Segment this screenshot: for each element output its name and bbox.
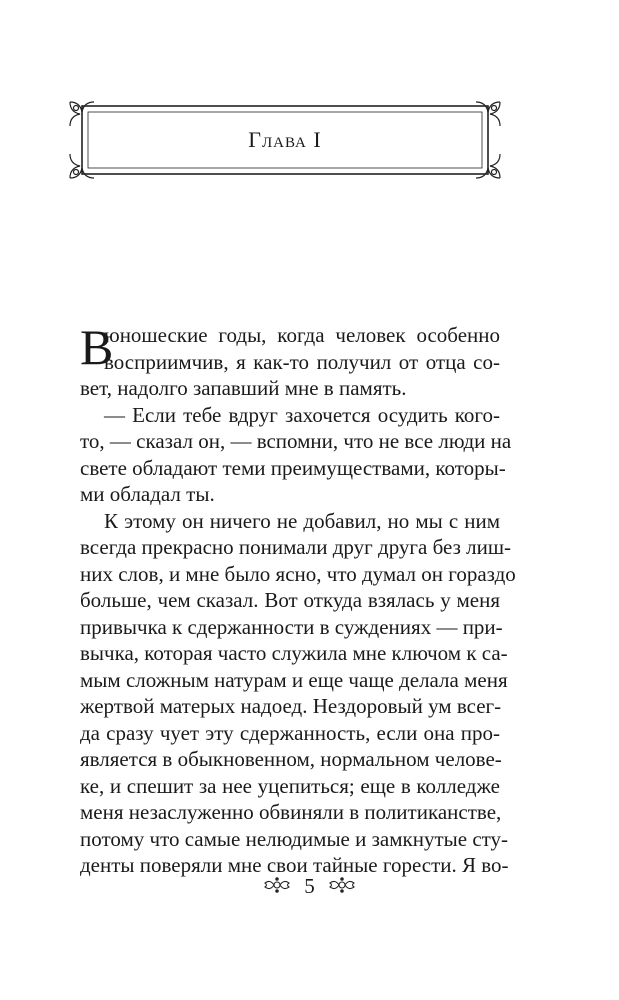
body-text bbox=[80, 319, 516, 879]
page-footer bbox=[0, 874, 619, 899]
text-line: восприимчив, я как-то получил от отца со- bbox=[104, 349, 500, 374]
text-line: да сразу чует эту сдержанность, если она про- bbox=[80, 720, 500, 745]
text-line: К этому он ничего не добавил, но мы с ним bbox=[104, 508, 500, 533]
text-line: меня незаслуженно обвиняли в политиканстве, bbox=[80, 800, 502, 824]
text-line: них слов, и мне было ясно, что думал он гораздо bbox=[80, 561, 516, 586]
chapter-title: Глава I bbox=[248, 127, 322, 152]
text-line: является в обыкновенном, нормальном челове- bbox=[80, 747, 502, 771]
chapter-header-frame bbox=[68, 100, 502, 180]
text-line: жертвой матерых надоед. Нездоровый ум всег- bbox=[80, 694, 502, 718]
text-line: ке, и спешит за нее уцепиться; еще в колледже bbox=[80, 773, 500, 798]
text-line: ми обладал ты. bbox=[80, 482, 215, 506]
text-line: В юношеские годы, когда человек особенно bbox=[80, 319, 500, 375]
text-line: мым сложным натурам и еще чаще делала меня bbox=[80, 667, 508, 692]
text-line: свете обладают теми преимуществами, которы- bbox=[80, 455, 506, 480]
text-line: денты поверяли мне свои тайные горести. Я во- bbox=[80, 853, 509, 877]
ornament-icon bbox=[262, 874, 292, 899]
page-number: 5 bbox=[304, 874, 315, 898]
ornament-icon bbox=[327, 874, 357, 899]
text-line: вет, надолго запавший мне в память. bbox=[80, 376, 407, 400]
text-line: привычка к сдержанности в суждениях — при- bbox=[80, 614, 503, 639]
text-line: — Если тебе вдруг захочется осудить кого- bbox=[104, 402, 500, 427]
text-line: больше, чем сказал. Вот откуда взялась у меня bbox=[80, 588, 500, 612]
text-line: то, — сказал он, — вспомни, что не все люди на bbox=[80, 429, 512, 453]
text-line: всегда прекрасно понимали друг друга без лиш- bbox=[80, 535, 512, 559]
text-line: вычка, которая часто служила мне ключом к са- bbox=[80, 641, 508, 665]
text-line: потому что самые нелюдимые и замкнутые сту- bbox=[80, 826, 509, 851]
drop-cap: В bbox=[80, 319, 114, 375]
